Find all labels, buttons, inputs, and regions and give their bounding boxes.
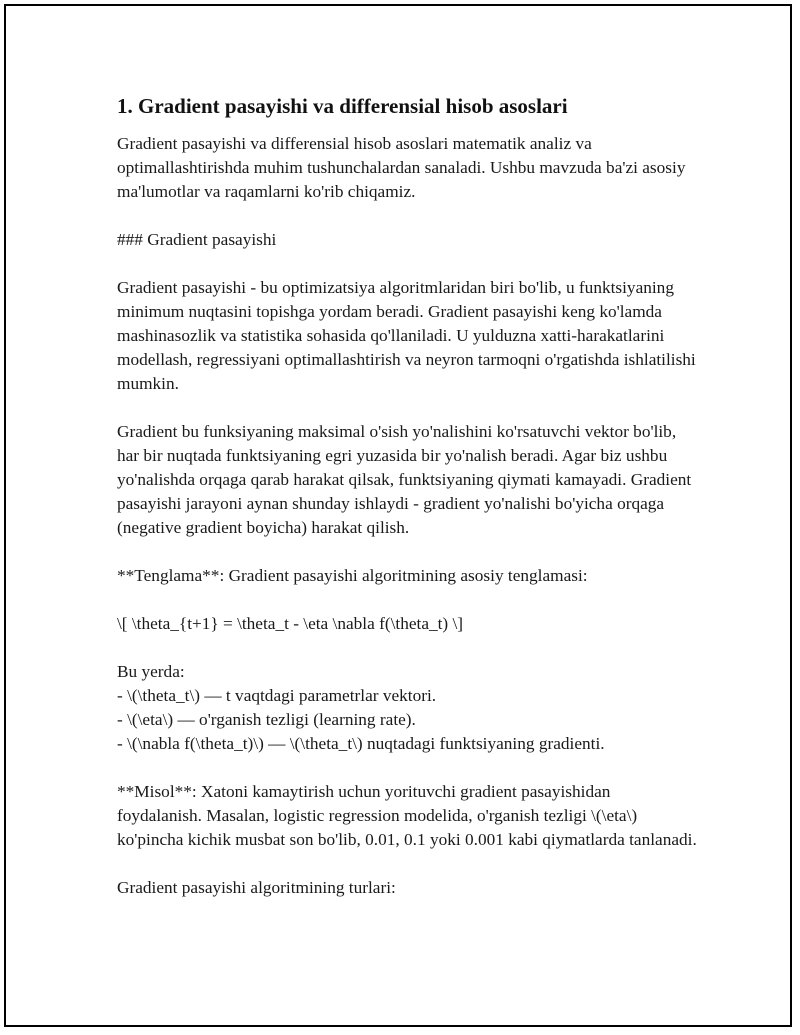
- types-intro: Gradient pasayishi algoritmining turlari:: [117, 878, 396, 897]
- where-block: [117, 660, 697, 756]
- equation-intro: **Tenglama**: Gradient pasayishi algoritmining asosiy tenglamasi:: [117, 566, 588, 585]
- where-item-eta: - \(\eta\) — o'rganish tezligi (learning rate).: [117, 710, 416, 729]
- paragraph-gradient-direction: Gradient bu funksiyaning maksimal o'sish yo'nalishini ko'rsatuvchi vektor bo'lib, har bir nuqtada funktsiyaning egri yuzasida bir yo'nalish beradi. Agar biz ushbu yo'nalishda orqaga qarab harakat qilsak, funktsiyaning qiymati kamayadi. Gradient pasayishi jarayoni aynan shunday ishlaydi - gradient yo'nalishi bo'yicha orqaga (negative gradient boyicha) harakat qilish.: [117, 422, 692, 537]
- where-item-gradient: - \(\nabla f(\theta_t)\) — \(\theta_t\) nuqtadagi funktsiyaning gradienti.: [117, 734, 605, 753]
- subheading-text: ### Gradient pasayishi: [117, 230, 277, 249]
- paragraph-definition: Gradient pasayishi - bu optimizatsiya algoritmlaridan biri bo'lib, u funktsiyaning minimum nuqtasini topishga yordam beradi. Gradient pasayishi keng ko'lamda mashinasozlik va statistika sohasida qo'llaniladi. U yulduzna xatti-harakatlarini modellash, regressiyani optimallashtirish va neyron tarmoqni o'rgatishda ishlatilishi mumkin.: [117, 278, 696, 393]
- intro-paragraph: Gradient pasayishi va differensial hisob asoslari matematik analiz va optimallashtirishda muhim tushunchalardan sanaladi. Ushbu mavzuda ba'zi asosiy ma'lumotlar va raqamlarni ko'rib chiqamiz.: [117, 134, 686, 201]
- document-body: [117, 92, 697, 924]
- section-heading: 1. Gradient pasayishi va differensial hisob asoslari: [117, 94, 568, 118]
- where-item-theta: - \(\theta_t\) — t vaqtdagi parametrlar vektori.: [117, 686, 437, 705]
- equation-latex: \[ \theta_{t+1} = \theta_t - \eta \nabla f(\theta_t) \]: [117, 614, 464, 633]
- where-label: Bu yerda:: [117, 662, 185, 681]
- example-paragraph: **Misol**: Xatoni kamaytirish uchun yorituvchi gradient pasayishidan foydalanish. Masalan, logistic regression modelida, o'rganish tezligi \(\eta\) ko'pincha kichik musbat son bo'lib, 0.01, 0.1 yoki 0.001 kabi qiymatlarda tanlanadi.: [117, 782, 697, 849]
